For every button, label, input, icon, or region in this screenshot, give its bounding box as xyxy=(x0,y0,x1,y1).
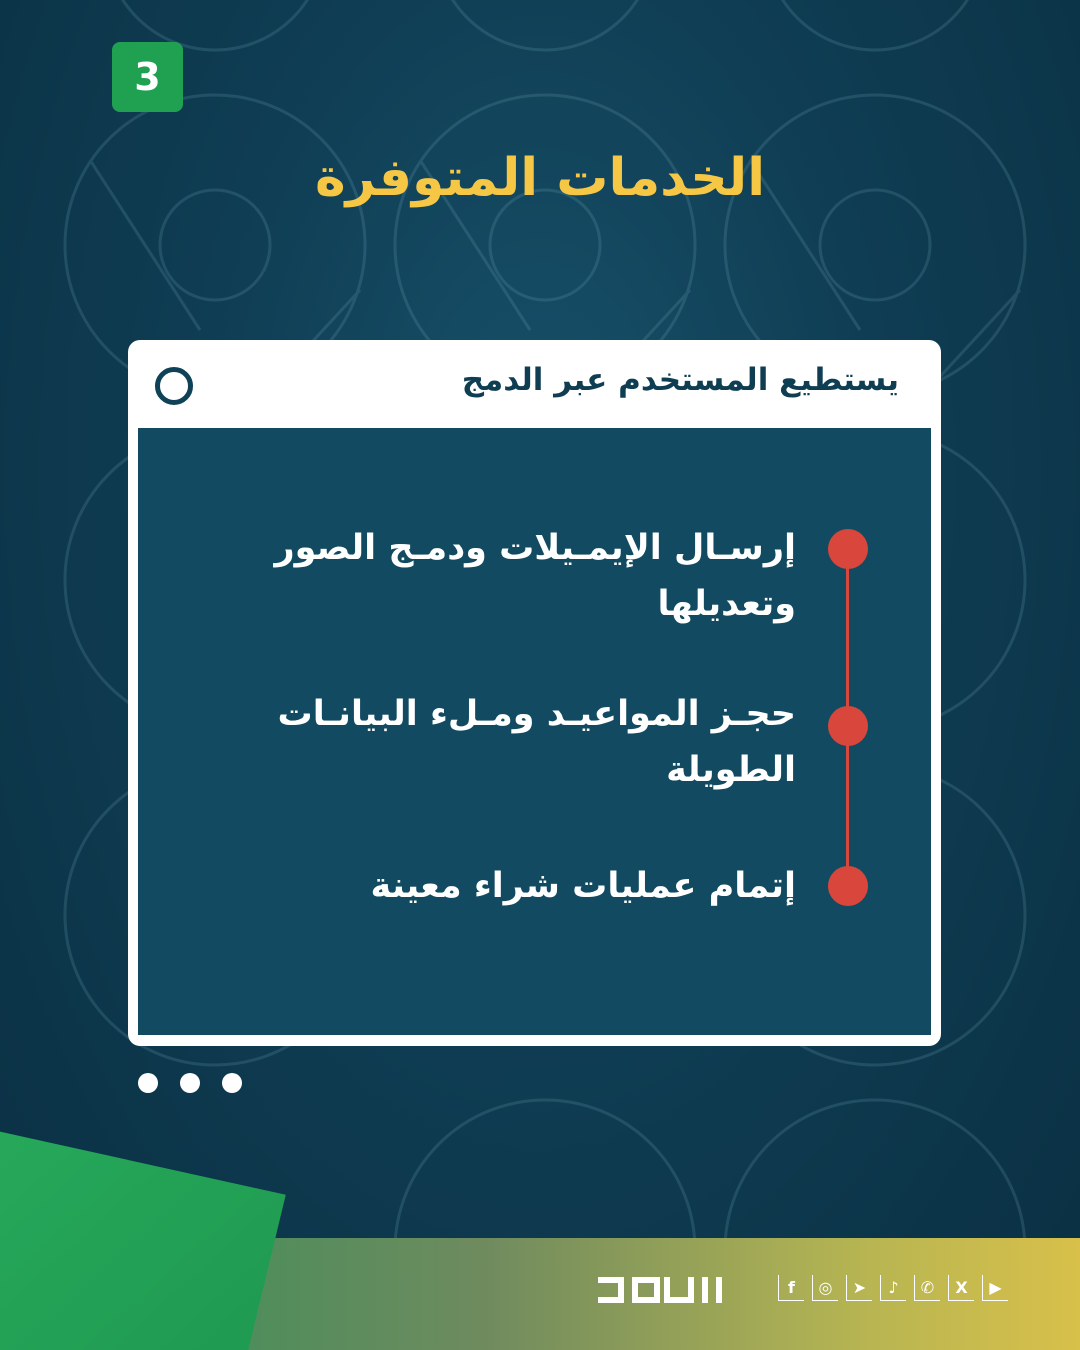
browser-window-card xyxy=(128,340,941,1046)
page-title: الخدمات المتوفرة xyxy=(314,148,766,208)
pager-dot xyxy=(138,1073,158,1093)
telegram-icon[interactable]: ➤ xyxy=(846,1275,872,1301)
pager-dot xyxy=(222,1073,242,1093)
page-number-badge: 3 xyxy=(112,42,183,112)
window-body xyxy=(138,428,931,1035)
pager-dot xyxy=(180,1073,200,1093)
window-header xyxy=(128,340,941,428)
youtube-icon[interactable]: ▶ xyxy=(982,1275,1008,1301)
service-item-appointments: حجـز المواعيـد ومـلء البيانـات الطويلة xyxy=(277,694,796,790)
service-item-purchases: إتمام عمليات شراء معينة xyxy=(370,866,796,906)
instagram-icon[interactable]: ◎ xyxy=(812,1275,838,1301)
timeline-dot xyxy=(828,529,868,569)
pagination-dots xyxy=(138,1073,242,1093)
x-icon[interactable]: X xyxy=(948,1275,974,1301)
whatsapp-icon[interactable]: ✆ xyxy=(914,1275,940,1301)
brand-logo xyxy=(598,1273,731,1307)
service-item-emails: إرسـال الإيمـيلات ودمـج الصور وتعديلها xyxy=(274,528,796,624)
window-header-text: يستطيع المستخدم عبر الدمج xyxy=(461,362,899,398)
circle-icon xyxy=(155,367,193,405)
timeline-dot xyxy=(828,706,868,746)
social-links xyxy=(778,1275,1008,1301)
facebook-icon[interactable]: f xyxy=(778,1275,804,1301)
timeline-dot xyxy=(828,866,868,906)
tiktok-icon[interactable]: ♪ xyxy=(880,1275,906,1301)
